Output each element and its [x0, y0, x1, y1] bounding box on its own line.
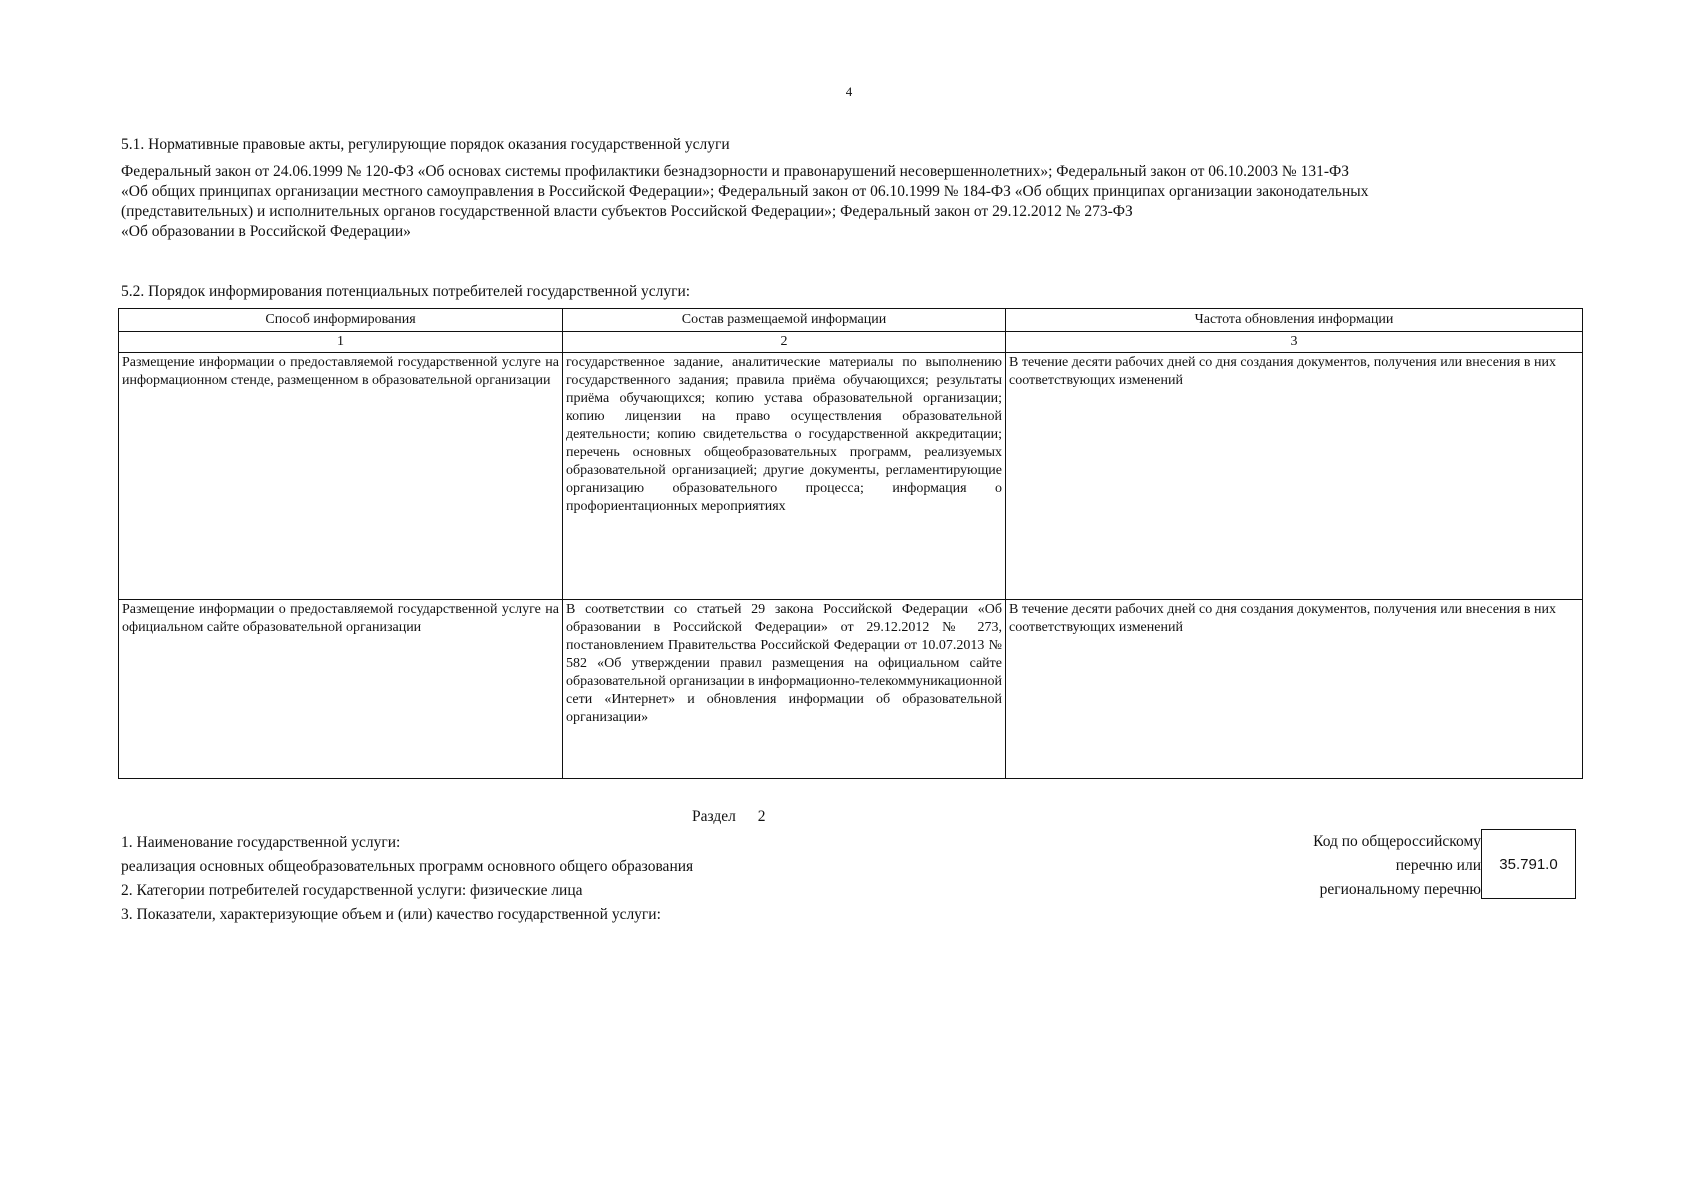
- section-title: [692, 808, 765, 826]
- section-number: 2: [757, 808, 766, 825]
- cell-content: государственное задание, аналитические материалы по выполнению государственного задания; правила приёма обучающихся; результаты приёма обучающихся; копию устава образовательной организации; копию лицензии на право осуществления образовательной деятельности; копию свидетельства о государственной аккредитации; перечень основных общеобразовательных программ, реализуемых образовательной организацией; другие документы, регламентирующие организацию образовательного процесса; информация о профориентационных мероприятиях: [563, 353, 1006, 600]
- code-label-line: Код по общероссийскому: [1313, 833, 1481, 850]
- service-name-label: 1. Наименование государственной услуги:: [121, 834, 401, 851]
- table-number-row: [119, 332, 1583, 353]
- table-row: [119, 353, 1583, 600]
- code-label-line: региональному перечню: [1319, 881, 1481, 898]
- information-table: [118, 308, 1583, 779]
- column-number: 1: [119, 332, 563, 353]
- indicators-heading: 3. Показатели, характеризующие объем и (или) качество государственной услуги:: [121, 906, 661, 923]
- section-label: Раздел: [692, 808, 736, 825]
- section-5-2-heading: 5.2. Порядок информирования потенциальных потребителей государственной услуги:: [121, 283, 691, 300]
- header-content: Состав размещаемой информации: [563, 309, 1006, 332]
- code-value: 35.791.0: [1499, 855, 1558, 873]
- consumer-categories: 2. Категории потребителей государственной услуги: физические лица: [121, 882, 583, 899]
- cell-method: Размещение информации о предоставляемой государственной услуге на информационном стенде, размещенном в образовательной организации: [119, 353, 563, 600]
- code-value-box: [1481, 829, 1576, 899]
- laws-line: Федеральный закон от 24.06.1999 № 120-ФЗ «Об основах системы профилактики безнадзорности и правонарушений несовершеннолетних»; Федеральный закон от 06.10.2003 № 131-ФЗ: [121, 163, 1349, 180]
- section-5-1-heading: 5.1. Нормативные правовые акты, регулирующие порядок оказания государственной услуги: [121, 136, 730, 153]
- table-row: [119, 600, 1583, 779]
- cell-content: В соответствии со статьей 29 закона Российской Федерации «Об образовании в Российской Федерации» от 29.12.2012 № 273, постановлением Правительства Российской Федерации от 10.07.2013 № 582 «Об утверждении правил размещения на официальном сайте образовательной организации в информационно-телекоммуникационной сети «Интернет» и обновления информации об образовательной организации»: [563, 600, 1006, 779]
- cell-frequency: В течение десяти рабочих дней со дня создания документов, получения или внесения в них соответствующих изменений: [1006, 353, 1583, 600]
- laws-text: [121, 162, 1581, 242]
- column-number: 3: [1006, 332, 1583, 353]
- column-number: 2: [563, 332, 1006, 353]
- code-label-line: перечню или: [1395, 857, 1481, 874]
- table-header-row: [119, 309, 1583, 332]
- laws-line: (представительных) и исполнительных органов государственной власти субъектов Российской Федерации»; Федеральный закон от 29.12.2012 № 273-ФЗ: [121, 203, 1133, 220]
- laws-line: «Об общих принципах организации местного самоуправления в Российской Федерации»; Федеральный закон от 06.10.1999 № 184-ФЗ «Об общих принципах организации законодательных: [121, 183, 1369, 200]
- cell-method: Размещение информации о предоставляемой государственной услуге на официальном сайте образовательной организации: [119, 600, 563, 779]
- header-method: Способ информирования: [119, 309, 563, 332]
- service-name-value: реализация основных общеобразовательных программ основного общего образования: [121, 858, 694, 875]
- page-number: 4: [845, 84, 853, 99]
- header-frequency: Частота обновления информации: [1006, 309, 1583, 332]
- cell-frequency: В течение десяти рабочих дней со дня создания документов, получения или внесения в них соответствующих изменений: [1006, 600, 1583, 779]
- laws-line: «Об образовании в Российской Федерации»: [121, 223, 411, 240]
